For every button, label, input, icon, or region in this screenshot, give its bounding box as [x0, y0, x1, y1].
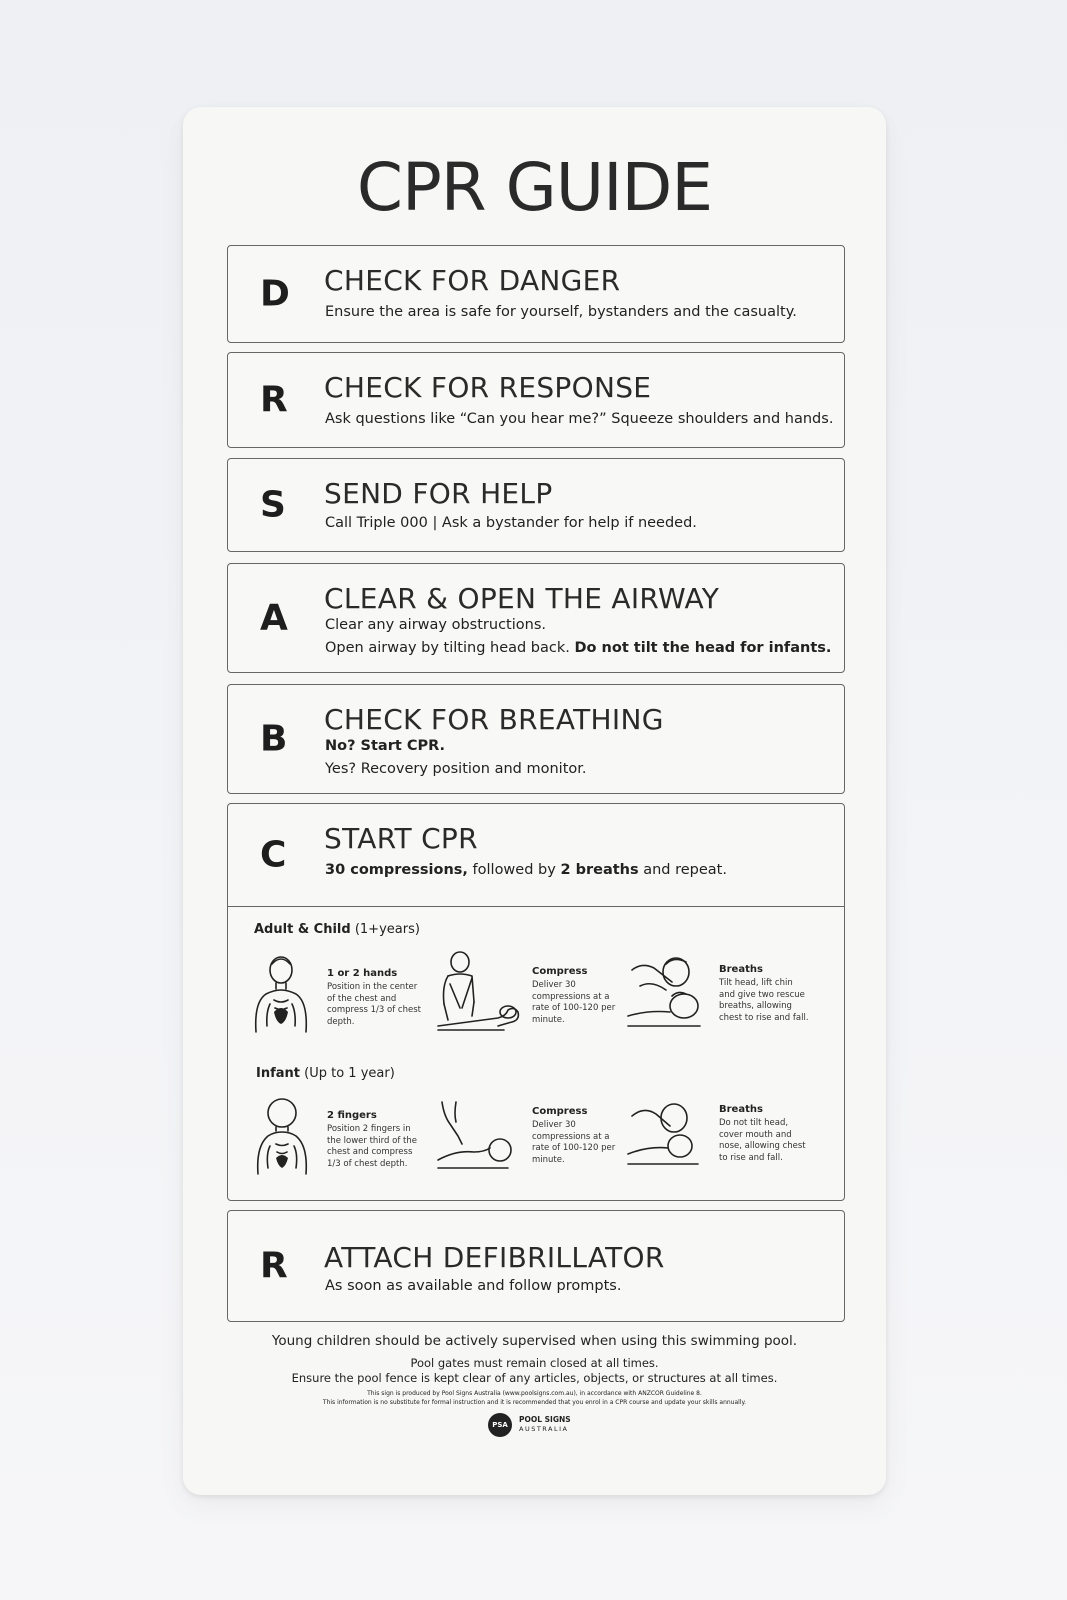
step-text: followed by: [467, 862, 561, 878]
step-heading: SEND FOR HELP: [324, 477, 553, 510]
caption-line: and give two rescue: [719, 989, 805, 1000]
step-heading: START CPR: [324, 822, 478, 855]
step-line: [325, 637, 831, 660]
caption-line: rate of 100-120 per: [532, 1003, 616, 1013]
adult-rescue-breath-illustration: [626, 956, 706, 1028]
caption-line: the lower third of the: [327, 1135, 417, 1146]
caption-line: to rise and fall.: [719, 1152, 783, 1163]
infant-rescue-breath-illustration: [626, 1100, 704, 1168]
step-letter: D: [260, 273, 290, 315]
footer-fine-print: This sign is produced by Pool Signs Australia (www.poolsigns.com.au), in accordance with ANZCOR Guideline 8.: [367, 1390, 702, 1397]
step-defibrillator: [227, 1210, 845, 1322]
caption-line: chest to rise and fall.: [719, 1012, 809, 1023]
step-start-cpr: [227, 803, 845, 1201]
step-description: Ask questions like “Can you hear me?” Squeeze shoulders and hands.: [325, 411, 834, 427]
footer-supervision: Young children should be actively supervised when using this swimming pool.: [271, 1333, 798, 1349]
caption-line: minute.: [532, 1014, 565, 1025]
caption-title: 2 fingers: [327, 1110, 377, 1121]
infant-finger-position-illustration: [252, 1096, 312, 1176]
caption-line: Position 2 fingers in: [327, 1124, 411, 1134]
step-description: [325, 735, 587, 781]
step-letter: R: [260, 1245, 288, 1287]
sign-title: CPR GUIDE: [356, 149, 713, 226]
step-description: Ensure the area is safe for yourself, bystanders and the casualty.: [325, 304, 797, 320]
step-send-help: [227, 458, 845, 552]
infant-compression-illustration: [434, 1100, 516, 1172]
adult-compression-illustration: [434, 950, 520, 1036]
step-letter: C: [260, 834, 287, 876]
step-text-bold: 30 compressions,: [325, 862, 468, 878]
caption-text: [532, 980, 628, 1026]
logo-name: POOL SIGNS: [519, 1415, 571, 1424]
caption-line: 1/3 of chest depth.: [327, 1158, 408, 1169]
infant-section-label: [256, 1066, 395, 1081]
logo-subtitle: AUSTRALIA: [519, 1425, 569, 1433]
adult-section-label: [254, 922, 420, 937]
section-label-bold: Adult & Child: [254, 922, 351, 937]
step-letter: S: [260, 484, 286, 526]
step-danger: [227, 245, 845, 343]
step-heading: CLEAR & OPEN THE AIRWAY: [324, 582, 720, 615]
step-airway: [227, 563, 845, 673]
caption-text: [532, 1120, 628, 1166]
step-description: [325, 859, 727, 882]
section-label-rest: (1+years): [350, 922, 420, 937]
pool-signs-australia-logo: [488, 1411, 608, 1441]
step-line: Yes? Recovery position and monitor.: [325, 761, 587, 777]
caption-line: Position in the center: [327, 982, 418, 992]
caption-line: Deliver 30: [532, 980, 576, 990]
step-letter: B: [260, 718, 288, 760]
step-letter: A: [260, 597, 288, 639]
step-line: Clear any airway obstructions.: [325, 617, 546, 633]
step-breathing: [227, 684, 845, 794]
caption-line: compressions at a: [532, 1131, 610, 1142]
caption-line: rate of 100-120 per: [532, 1143, 616, 1153]
step-heading: CHECK FOR BREATHING: [324, 703, 664, 736]
caption-title: Compress: [532, 966, 588, 977]
caption-line: chest and compress: [327, 1147, 413, 1157]
adult-hand-position-illustration: [250, 954, 312, 1034]
step-response: [227, 352, 845, 448]
caption-text: [719, 978, 815, 1024]
footer-fine-print: This information is no substitute for formal instruction and it is recommended that you enrol in a CPR course and update your skills annually.: [322, 1399, 747, 1406]
caption-title: 1 or 2 hands: [327, 968, 398, 979]
footer-pool-gates: Pool gates must remain closed at all times.: [410, 1356, 659, 1370]
step-description: [325, 614, 831, 660]
caption-line: depth.: [327, 1016, 355, 1027]
caption-text: [327, 1124, 423, 1170]
caption-line: nose, allowing chest: [719, 1141, 806, 1151]
caption-line: compress 1/3 of chest: [327, 1005, 421, 1015]
caption-line: cover mouth and: [719, 1129, 792, 1140]
caption-line: breaths, allowing: [719, 1001, 792, 1011]
step-description: Call Triple 000 | Ask a bystander for help if needed.: [325, 515, 697, 531]
section-label-bold: Infant: [256, 1066, 300, 1081]
caption-line: Deliver 30: [532, 1120, 576, 1130]
step-line-warning: Do not tilt the head for infants.: [574, 640, 832, 656]
caption-line: minute.: [532, 1154, 565, 1165]
step-heading: ATTACH DEFIBRILLATOR: [324, 1241, 665, 1274]
caption-line: of the chest and: [327, 993, 397, 1004]
footer-pool-fence: Ensure the pool fence is kept clear of any articles, objects, or structures at all times.: [291, 1371, 778, 1385]
step-description: As soon as available and follow prompts.: [325, 1278, 622, 1294]
step-line-text: Open airway by tilting head back.: [325, 640, 570, 656]
caption-title: Breaths: [719, 1104, 763, 1115]
caption-text: [327, 982, 423, 1028]
caption-line: compressions at a: [532, 991, 610, 1002]
step-line-bold: No? Start CPR.: [325, 738, 446, 754]
step-text: and repeat.: [638, 862, 727, 878]
caption-line: Do not tilt head,: [719, 1118, 789, 1128]
cpr-guide-sign: [183, 107, 886, 1495]
step-c-header: [228, 804, 844, 907]
caption-title: Compress: [532, 1106, 588, 1117]
step-heading: CHECK FOR RESPONSE: [324, 371, 652, 404]
logo-mark: PSA: [488, 1413, 512, 1437]
step-line: [325, 735, 587, 758]
step-letter: R: [260, 379, 288, 421]
caption-title: Breaths: [719, 964, 763, 975]
section-label-rest: (Up to 1 year): [300, 1066, 395, 1081]
caption-text: [719, 1118, 815, 1164]
step-heading: CHECK FOR DANGER: [324, 264, 621, 297]
step-text-bold: 2 breaths: [560, 862, 639, 878]
caption-line: Tilt head, lift chin: [719, 978, 793, 988]
